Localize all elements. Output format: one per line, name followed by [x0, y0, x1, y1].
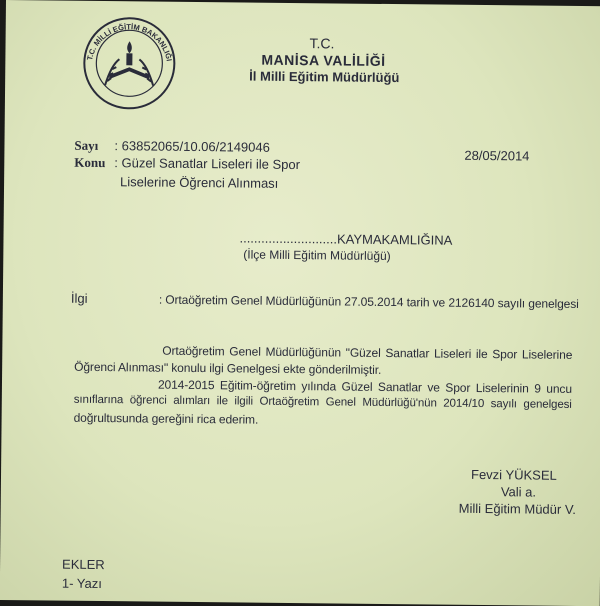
paragraph2-line1: 2014-2015 Eğitim-öğretim yılında Güzel Sanatlar ve Spor Liselerinin 9 uncu — [157, 377, 573, 396]
paragraph2-line2: sınıflarına öğrenci alımları ile ilgili Ortaöğretim Genel Müdürlüğü'nün 2014/10 sayılı genelgesi — [73, 393, 572, 411]
signatory-name: Fevzi YÜKSEL — [470, 466, 557, 483]
seal-text: T.C. MİLLİ EĞİTİM BAKANLIĞI — [84, 22, 174, 62]
recipient-line2: (İlçe Milli Eğitim Müdürlüğü) — [243, 247, 391, 264]
recipient-line1: ...........................KAYMAKAMLIĞINA — [239, 230, 453, 248]
ilgi-text: : Ortaöğretim Genel Müdürlüğünün 27.05.2014 tarih ve 2126140 sayılı genelgesi — [158, 292, 579, 312]
header-directorate: İl Milli Eğitim Müdürlüğü — [249, 68, 400, 86]
signatory-title1: Vali a. — [500, 484, 537, 500]
attachments-heading: EKLER — [62, 556, 105, 573]
header-governorship: MANİSA VALİLİĞİ — [261, 51, 386, 69]
konu-value-line1: : Güzel Sanatlar Liseleri ile Spor — [114, 155, 301, 173]
konu-label: Konu — [74, 154, 106, 171]
paragraph2-line3: doğrultusunda gereğini rica ederim. — [73, 410, 259, 427]
konu-value-line2: Liselerine Öğrenci Alınması — [120, 174, 279, 191]
ilgi-label: İlgi — [70, 290, 88, 306]
paragraph1-line1: Ortaöğretim Genel Müdürlüğünün "Güzel Sanatlar Liseleri ile Spor Liselerine — [162, 343, 573, 362]
paragraph1-line2: Öğrenci Alınması" konulu ilgi Genelgesi ekte gönderilmiştir. — [74, 359, 382, 377]
document-date: 28/05/2014 — [464, 147, 530, 164]
header-tc: T.C. — [309, 35, 335, 52]
ministry-seal-logo — [81, 15, 178, 112]
sayi-label: Sayı — [74, 137, 99, 153]
sayi-value: : 63852065/10.06/2149046 — [114, 138, 270, 155]
attachment-item1: 1- Yazı — [61, 575, 102, 592]
signatory-title2: Milli Eğitim Müdür V. — [458, 500, 577, 517]
